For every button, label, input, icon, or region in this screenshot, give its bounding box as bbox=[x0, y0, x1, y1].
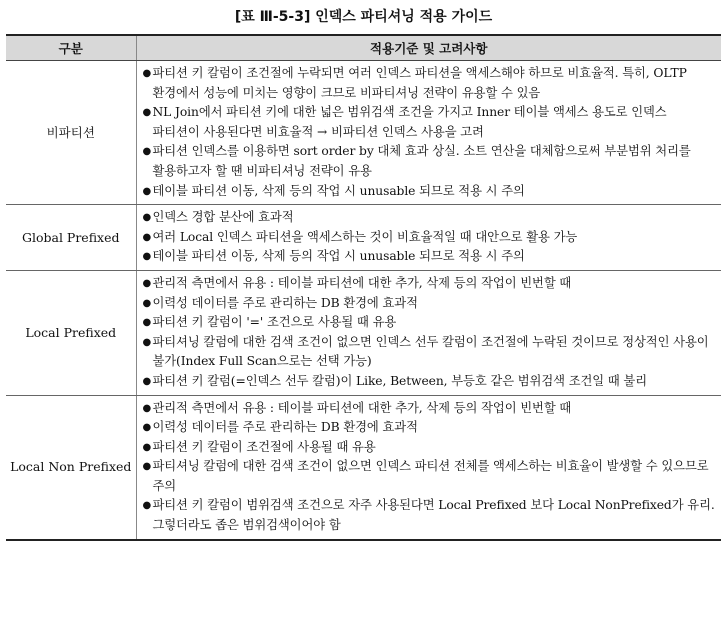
item-text: 파티션 키 칼럼이 범위검색 조건으로 자주 사용된다면 Local Prefixed 보다 Local NonPrefixed가 유리. 그렇더라도 좁은 범위검색이어야 함 bbox=[152, 498, 715, 533]
header-criteria: 적용기준 및 고려사항 bbox=[136, 35, 721, 61]
item-text: NL Join에서 파티션 키에 대한 넓은 범위검색 조건을 가지고 Inner 테이블 액세스 용도로 인덱스 파티션이 사용된다면 비효율적 → 비파티션 인덱스 사용을 고려 bbox=[152, 105, 667, 139]
item-text: 인덱스 경합 분산에 효과적 bbox=[152, 210, 294, 225]
guide-table bbox=[6, 34, 721, 541]
item-text: 테이블 파티션 이동, 삭제 등의 작업 시 unusable 되므로 적용 시 주의 bbox=[152, 183, 525, 198]
table-row bbox=[6, 61, 721, 205]
bullet-icon: ● bbox=[142, 422, 152, 434]
list-item bbox=[143, 228, 716, 248]
bullet-icon: ● bbox=[142, 185, 152, 197]
criteria-cell bbox=[136, 395, 721, 540]
criteria-cell bbox=[136, 270, 721, 395]
item-text: 테이블 파티션 이동, 삭제 등의 작업 시 unusable 되므로 적용 시 주의 bbox=[152, 249, 525, 264]
item-text: 이력성 데이터를 주로 관리하는 DB 환경에 효과적 bbox=[152, 295, 418, 310]
item-text: 파티션 키 칼럼(=인덱스 선두 칼럼)이 Like, Between, 부등호 같은 범위검색 조건일 때 불리 bbox=[152, 373, 647, 388]
list-item bbox=[143, 247, 716, 267]
item-text: 관리적 측면에서 유용 : 테이블 파티션에 대한 추가, 삭제 등의 작업이 빈번할 때 bbox=[152, 400, 572, 415]
bullet-icon: ● bbox=[142, 461, 152, 473]
category-cell: Global Prefixed bbox=[6, 205, 136, 271]
bullet-icon: ● bbox=[142, 251, 152, 263]
table-title: [표 Ⅲ-5-3] 인덱스 파티셔닝 적용 가이드 bbox=[234, 9, 493, 25]
bullet-icon: ● bbox=[142, 375, 152, 387]
table-row bbox=[6, 270, 721, 395]
item-text: 이력성 데이터를 주로 관리하는 DB 환경에 효과적 bbox=[152, 420, 418, 435]
table-row bbox=[6, 395, 721, 540]
list-item bbox=[143, 313, 716, 333]
bullet-icon: ● bbox=[142, 146, 152, 158]
bullet-icon: ● bbox=[142, 107, 152, 119]
item-text: 파티셔닝 칼럼에 대한 검색 조건이 없으면 인덱스 파티션 전체를 액세스하는 비효율이 발생할 수 있으므로 주의 bbox=[152, 459, 709, 493]
list-item bbox=[143, 372, 716, 392]
bullet-icon: ● bbox=[142, 402, 152, 414]
item-text: 여러 Local 인덱스 파티션을 액세스하는 것이 비효율적일 때 대안으로 활용 가능 bbox=[152, 229, 578, 244]
list-item bbox=[143, 274, 716, 294]
list-item bbox=[143, 438, 716, 458]
list-item bbox=[143, 294, 716, 314]
category-cell: Local Non Prefixed bbox=[6, 395, 136, 540]
list-item bbox=[143, 103, 716, 142]
bullet-icon: ● bbox=[142, 212, 152, 224]
list-item bbox=[143, 333, 716, 372]
criteria-cell bbox=[136, 205, 721, 271]
category-cell: 비파티션 bbox=[6, 61, 136, 205]
table-header-row bbox=[6, 35, 721, 61]
header-category: 구분 bbox=[6, 35, 136, 61]
criteria-cell bbox=[136, 61, 721, 205]
bullet-icon: ● bbox=[142, 297, 152, 309]
item-text: 파티션 키 칼럼이 조건절에 누락되면 여러 인덱스 파티션을 액세스해야 하므로 비효율적. 특히, OLTP 환경에서 성능에 미치는 영향이 크므로 비파티셔닝 전략이 유용할 수 있음 bbox=[152, 66, 687, 100]
list-item bbox=[143, 208, 716, 228]
item-text: 파티션 인덱스를 이용하면 sort order by 대체 효과 상실. 소트 연산을 대체함으로써 부분범위 처리를 활용하고자 할 땐 비파티셔닝 전략이 유용 bbox=[152, 144, 691, 178]
list-item bbox=[143, 182, 716, 202]
category-cell: Local Prefixed bbox=[6, 270, 136, 395]
item-text: 파티션 키 칼럼이 '=' 조건으로 사용될 때 유용 bbox=[152, 315, 397, 330]
bullet-icon: ● bbox=[142, 317, 152, 329]
list-item bbox=[143, 496, 716, 535]
item-text: 파티션 키 칼럼이 조건절에 사용될 때 유용 bbox=[152, 439, 376, 454]
list-item bbox=[143, 418, 716, 438]
item-text: 관리적 측면에서 유용 : 테이블 파티션에 대한 추가, 삭제 등의 작업이 빈번할 때 bbox=[152, 275, 572, 290]
bullet-icon: ● bbox=[142, 500, 152, 512]
list-item bbox=[143, 142, 716, 181]
list-item bbox=[143, 399, 716, 419]
list-item bbox=[143, 64, 716, 103]
bullet-icon: ● bbox=[142, 231, 152, 243]
list-item bbox=[143, 457, 716, 496]
item-text: 파티셔닝 칼럼에 대한 검색 조건이 없으면 인덱스 선두 칼럼이 조건절에 누락된 것이므로 정상적인 사용이 불가(Index Full Scan으로는 선택 가능) bbox=[152, 334, 709, 369]
bullet-icon: ● bbox=[142, 277, 152, 289]
bullet-icon: ● bbox=[142, 68, 152, 79]
bullet-icon: ● bbox=[142, 336, 152, 348]
table-row bbox=[6, 205, 721, 271]
bullet-icon: ● bbox=[142, 441, 152, 453]
